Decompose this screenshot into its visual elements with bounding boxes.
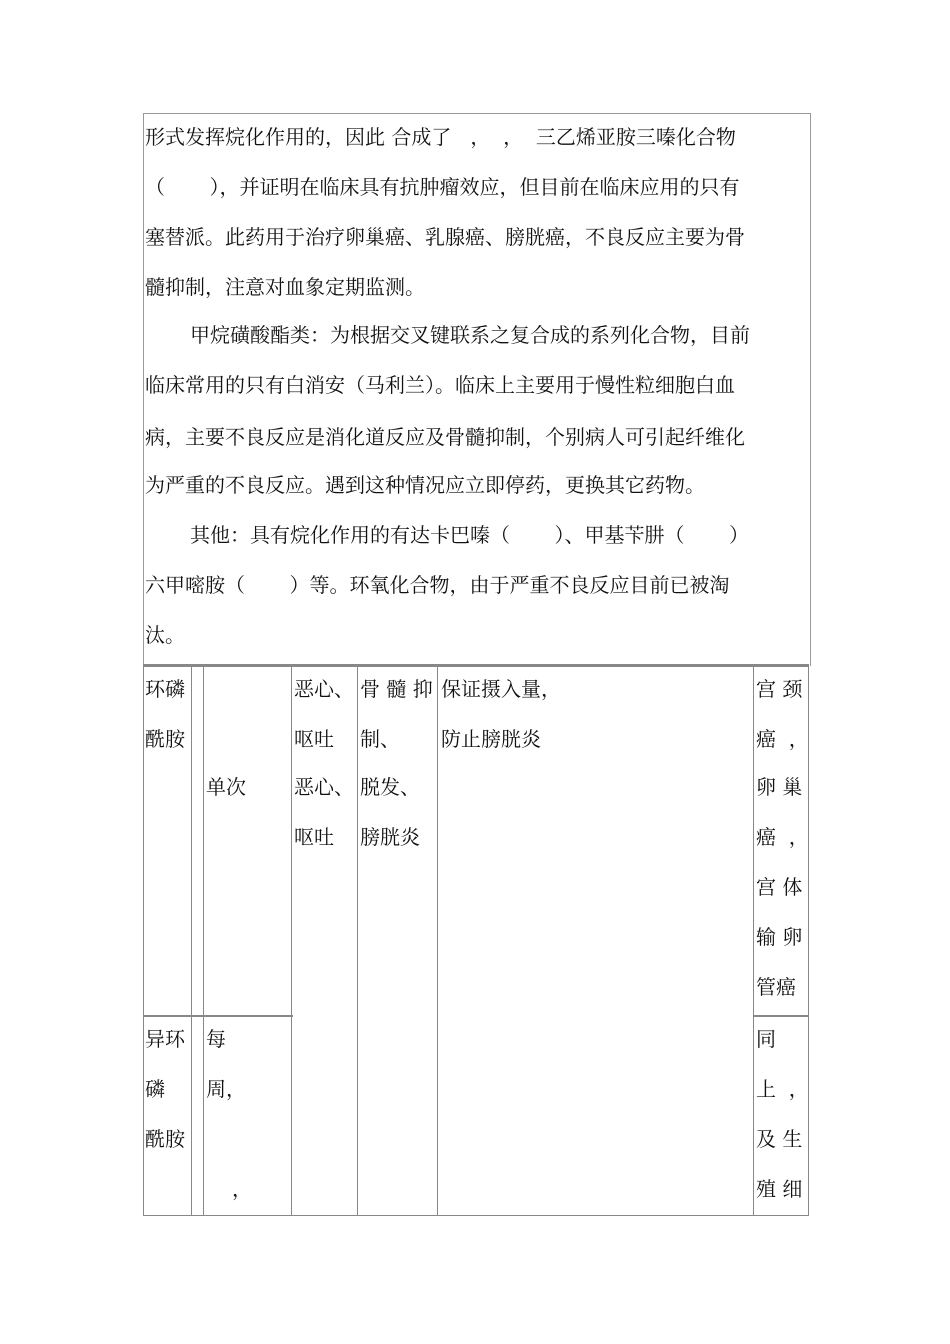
table-cell-toxicity: 脱发、: [360, 775, 420, 799]
table-cell-indication: 上 ，: [756, 1077, 809, 1101]
table-border: [143, 664, 809, 667]
table-cell-toxicity: 制、: [360, 727, 400, 751]
table-cell-drug: 磷: [145, 1077, 165, 1101]
paragraph-line: 甲烷磺酸酯类：为根据交叉键联系之复合成的系列化合物，目前: [190, 323, 750, 347]
table-cell-indication: 癌 ，: [756, 727, 809, 751]
table-cell-dose: 周，: [206, 1077, 246, 1101]
paragraph-line: 汰。: [145, 623, 185, 647]
paragraph-line: 为严重的不良反应。遇到这种情况应立即停药，更换其它药物。: [145, 473, 705, 497]
table-cell-gi: 恶心、: [294, 677, 354, 701]
table-cell-dose: 每: [206, 1027, 226, 1051]
table-cell-drug: 酰胺: [145, 727, 185, 751]
table-cell-indication: 宫 颈: [756, 677, 803, 701]
table-cell-gi: 呕吐: [294, 727, 334, 751]
table-cell-drug: 环磷: [145, 677, 185, 701]
table-border: [203, 664, 204, 1216]
paragraph-line: 形式发挥烷化作用的，因此 合成了 ， ， 三乙烯亚胺三嗪化合物: [145, 125, 736, 149]
table-border: [191, 664, 192, 1216]
table-cell-drug: 酰胺: [145, 1127, 185, 1151]
table-border: [291, 664, 292, 1216]
paragraph-line: （ ），并证明在临床具有抗肿瘤效应，但目前在临床应用的只有: [145, 175, 740, 199]
table-cell-indication: 卵 巢: [756, 775, 803, 799]
paragraph-line: 其他：具有烷化作用的有达卡巴嗪（ ）、甲基苄肼（ ）: [190, 523, 750, 547]
paragraph-line: 病，主要不良反应是消化道反应及骨髓抑制，个别病人可引起纤维化: [145, 425, 745, 449]
table-cell-indication: 宫 体: [756, 875, 803, 899]
table-cell-dose: ，: [232, 1177, 252, 1201]
table-cell-indication: 管癌: [756, 975, 796, 999]
table-border: [753, 1015, 809, 1017]
table-border: [357, 664, 358, 1216]
table-border: [437, 664, 438, 1216]
table-cell-indication: 同: [756, 1027, 776, 1051]
table-border: [143, 1215, 809, 1216]
table-cell-toxicity: 膀胱炎: [360, 825, 420, 849]
table-cell-gi: 呕吐: [294, 825, 334, 849]
paragraph-line: 塞替派。此药用于治疗卵巢癌、乳腺癌、膀胱癌，不良反应主要为骨: [145, 225, 745, 249]
table-border: [753, 664, 754, 1216]
table-cell-toxicity: 骨 髓 抑: [360, 677, 433, 701]
table-cell-drug: 异环: [145, 1027, 185, 1051]
table-border: [143, 664, 144, 1216]
table-cell-indication: 殖 细: [756, 1177, 803, 1201]
table-cell-indication: 及 生: [756, 1127, 803, 1151]
table-border: [143, 1015, 293, 1017]
paragraph-line: 髓抑制，注意对血象定期监测。: [145, 275, 425, 299]
table-cell-indication: 输 卵: [756, 925, 803, 949]
table-cell-dose: 单次: [206, 775, 246, 799]
paragraph-line: 临床常用的只有白消安（马利兰）。临床上主要用于慢性粒细胞白血: [145, 373, 735, 397]
table-cell-indication: 癌 ，: [756, 825, 809, 849]
table-cell-gi: 恶心、: [294, 775, 354, 799]
table-cell-note: 防止膀胱炎: [441, 727, 541, 751]
paragraph-line: 六甲嘧胺（ ）等。环氧化合物，由于严重不良反应目前已被淘: [145, 573, 730, 597]
table-cell-note: 保证摄入量，: [441, 677, 561, 701]
